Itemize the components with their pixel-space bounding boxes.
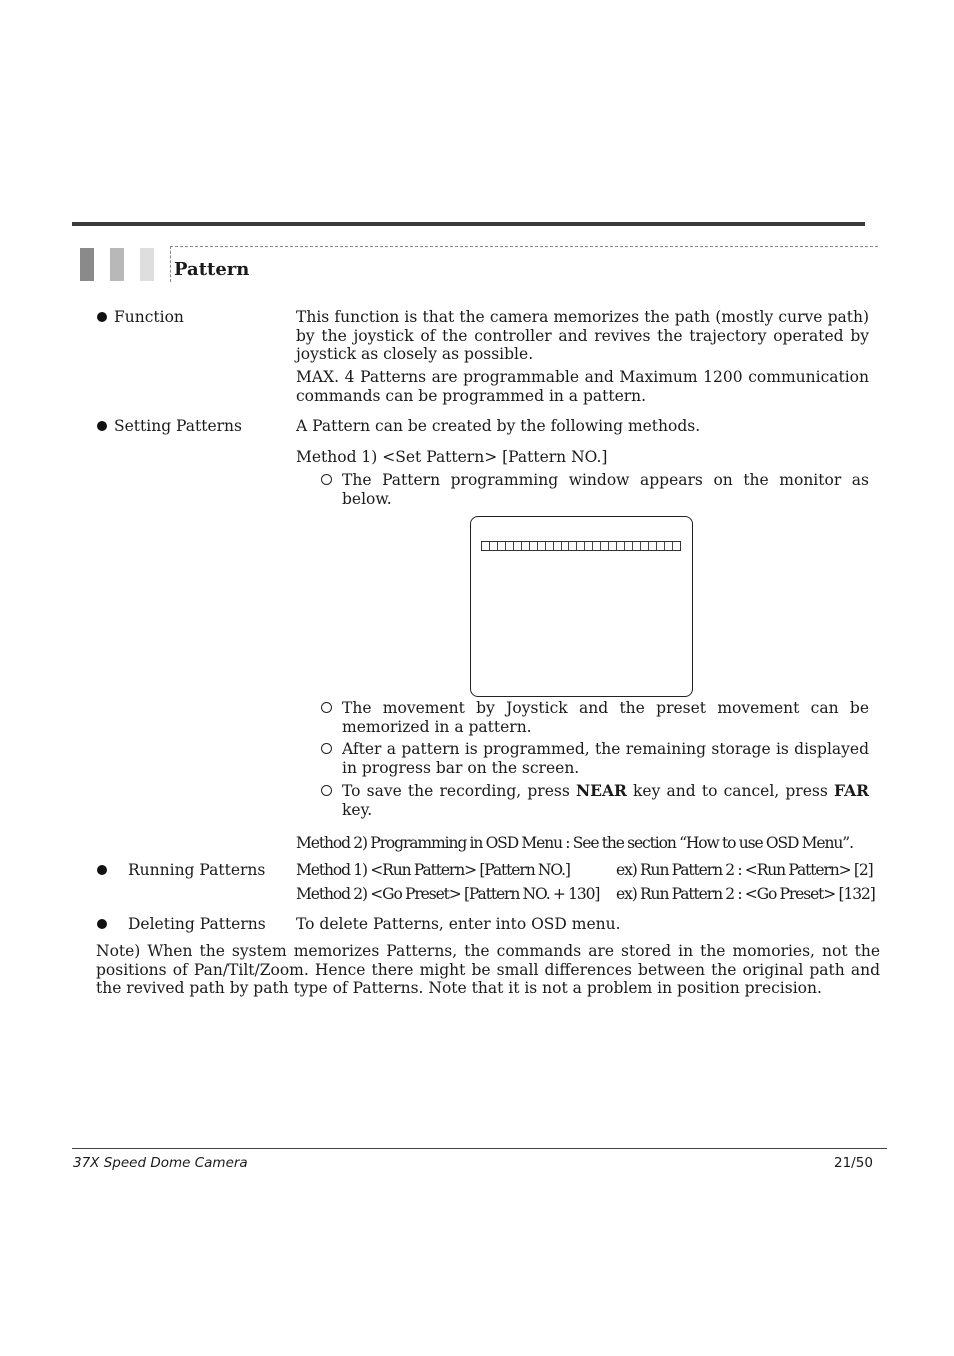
note4-text-b: key and to cancel, press: [626, 782, 834, 800]
progress-bar: [481, 541, 681, 551]
far-key: FAR: [833, 781, 869, 800]
footer-rule: [72, 1148, 887, 1149]
footer-title: 37X Speed Dome Camera: [73, 1155, 248, 1171]
bullet-icon: [97, 919, 107, 929]
setting-note2: The movement by Joystick and the preset movement can be memorized in a pattern.: [342, 699, 869, 736]
setting-note4: [342, 782, 869, 819]
page-number: 21/50: [834, 1155, 873, 1171]
header-rule: [72, 222, 865, 226]
setting-note3: After a pattern is programmed, the remaining storage is displayed in progress bar on the screen.: [342, 740, 869, 777]
bullet-icon: [97, 421, 107, 431]
decor-bar-light: [140, 248, 154, 281]
note-paragraph: Note) When the system memorizes Patterns, the commands are stored in the momories, not the positions of Pan/Tilt/Zoom. Hence there might be small differences between the original path and the revived path by path type of Patterns. Note that it is not a problem in position precision.: [96, 942, 880, 997]
running-example2: ex) Run Pattern 2 : <Go Preset> [132]: [616, 885, 875, 903]
bullet-icon: [97, 865, 107, 875]
circle-bullet-icon: [321, 702, 332, 713]
setting-method2: Method 2) Programming in OSD Menu : See the section “How to use OSD Menu”.: [296, 834, 853, 852]
running-method2: Method 2) <Go Preset> [Pattern NO. + 130]: [296, 885, 600, 903]
function-label: Function: [114, 308, 184, 326]
running-label: Running Patterns: [128, 861, 266, 879]
function-capacity: MAX. 4 Patterns are programmable and Maximum 1200 communication commands can be programmed in a pattern.: [296, 368, 869, 405]
setting-method1: Method 1) <Set Pattern> [Pattern NO.]: [296, 448, 608, 466]
bullet-icon: [97, 312, 107, 322]
title-frame-top: [170, 246, 878, 247]
note4-text-a: To save the recording, press: [342, 782, 576, 800]
near-key: NEAR: [575, 781, 627, 800]
section-title: Pattern: [174, 259, 250, 280]
circle-bullet-icon: [321, 474, 332, 485]
decor-bar-medium: [110, 248, 124, 281]
title-frame-left: [170, 246, 171, 282]
setting-intro: A Pattern can be created by the following methods.: [296, 417, 701, 435]
circle-bullet-icon: [321, 785, 332, 796]
setting-note1: The Pattern programming window appears on the monitor as below.: [342, 471, 869, 508]
function-description: This function is that the camera memorizes the path (mostly curve path) by the joystick of the controller and revives the trajectory operated by joystick as closely as possible.: [296, 308, 869, 363]
deleting-text: To delete Patterns, enter into OSD menu.: [296, 915, 621, 933]
decor-bar-dark: [80, 248, 94, 281]
running-example1: ex) Run Pattern 2 : <Run Pattern> [2]: [616, 861, 873, 879]
running-method1: Method 1) <Run Pattern> [Pattern NO.]: [296, 861, 570, 879]
setting-label: Setting Patterns: [114, 417, 242, 435]
deleting-label: Deleting Patterns: [128, 915, 266, 933]
note4-text-c: key.: [342, 800, 373, 819]
circle-bullet-icon: [321, 743, 332, 754]
